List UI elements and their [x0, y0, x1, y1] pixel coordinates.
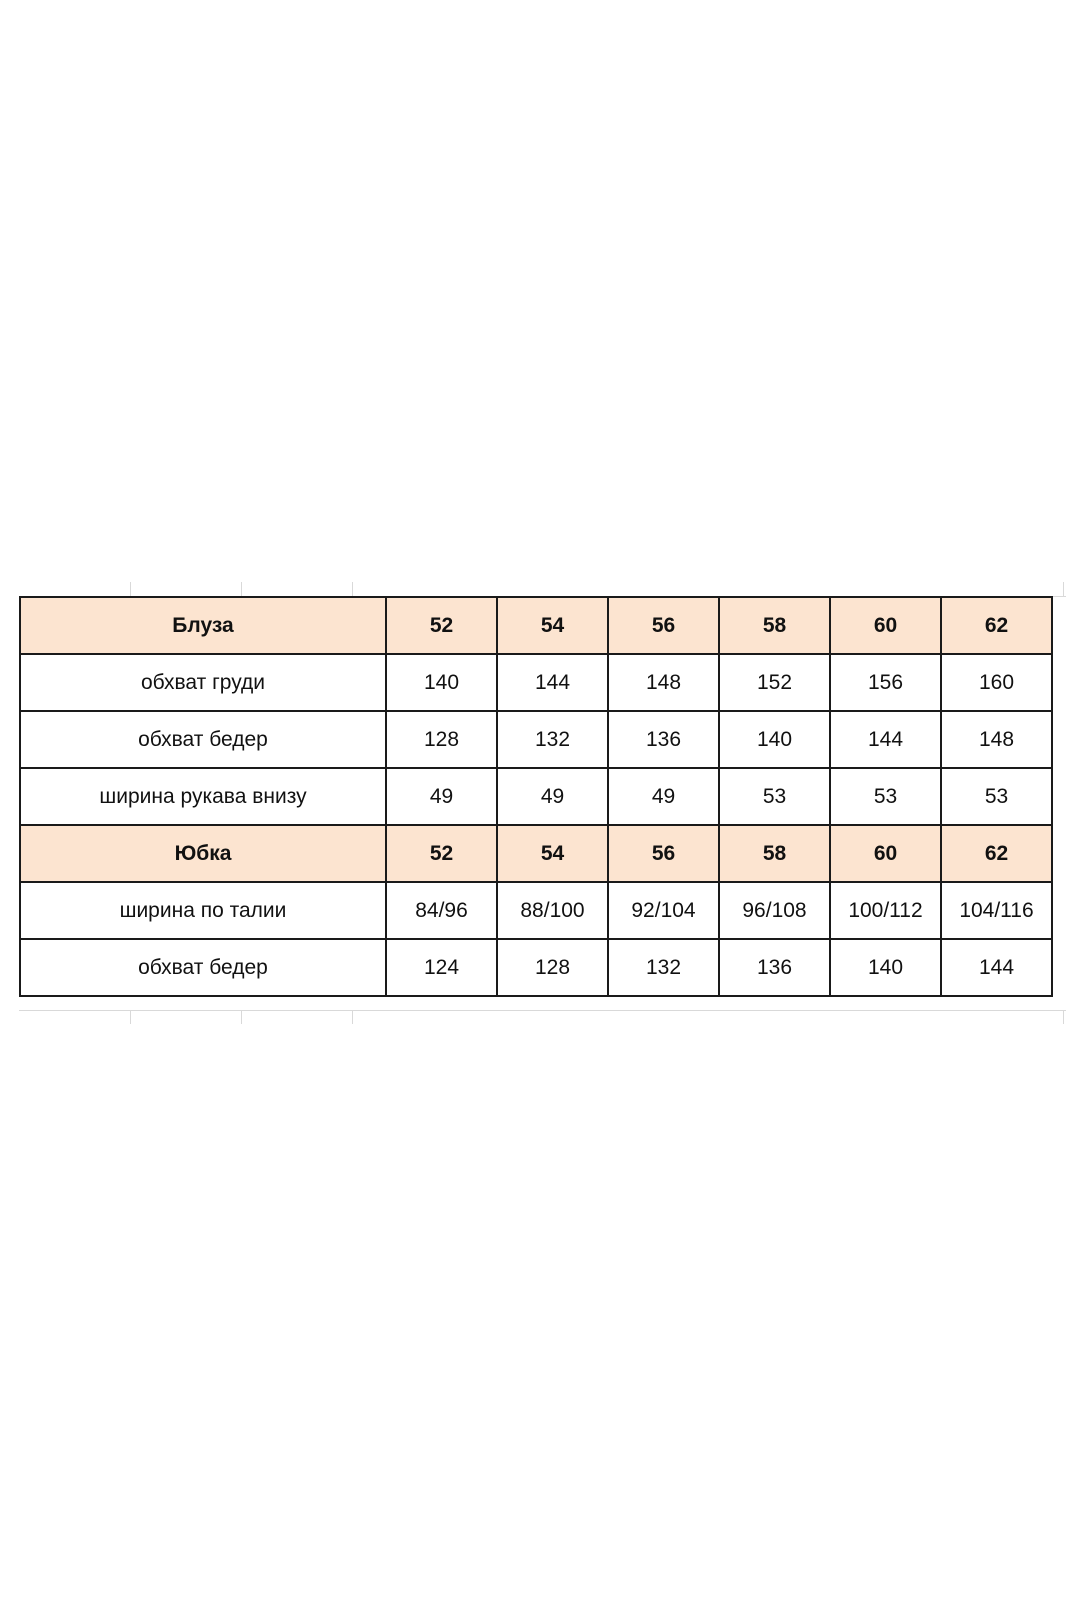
sheet-gridline [1063, 582, 1064, 596]
measurement-value: 49 [608, 768, 719, 825]
size-header-cell: 56 [608, 825, 719, 882]
measurement-value: 128 [497, 939, 608, 996]
sheet-gridline [19, 1010, 1066, 1011]
table-row [20, 882, 1052, 939]
size-header-cell: 62 [941, 597, 1052, 654]
sheet-gridline [352, 582, 353, 596]
measurement-value: 96/108 [719, 882, 830, 939]
measurement-value: 53 [719, 768, 830, 825]
measurement-label: ширина по талии [20, 882, 386, 939]
measurement-value: 136 [608, 711, 719, 768]
measurement-value: 140 [719, 711, 830, 768]
measurement-value: 53 [941, 768, 1052, 825]
measurement-value: 152 [719, 654, 830, 711]
size-chart-table [19, 596, 1053, 997]
sheet-gridline [241, 582, 242, 596]
measurement-value: 53 [830, 768, 941, 825]
measurement-value: 156 [830, 654, 941, 711]
measurement-value: 160 [941, 654, 1052, 711]
measurement-value: 104/116 [941, 882, 1052, 939]
skirt-header-row [20, 825, 1052, 882]
measurement-value: 132 [608, 939, 719, 996]
measurement-label: обхват бедер [20, 939, 386, 996]
table-row [20, 654, 1052, 711]
sheet-gridline [130, 582, 131, 596]
measurement-value: 49 [497, 768, 608, 825]
measurement-value: 144 [497, 654, 608, 711]
sheet-gridline [241, 1010, 242, 1024]
size-header-cell: 54 [497, 825, 608, 882]
size-header-cell: 56 [608, 597, 719, 654]
measurement-value: 124 [386, 939, 497, 996]
size-header-cell: 58 [719, 825, 830, 882]
size-header-cell: 58 [719, 597, 830, 654]
measurement-value: 49 [386, 768, 497, 825]
measurement-value: 148 [941, 711, 1052, 768]
measurement-value: 144 [830, 711, 941, 768]
measurement-value: 100/112 [830, 882, 941, 939]
size-header-cell: 52 [386, 825, 497, 882]
measurement-value: 140 [830, 939, 941, 996]
measurement-value: 84/96 [386, 882, 497, 939]
sheet-gridline [1063, 1010, 1064, 1024]
measurement-label: обхват груди [20, 654, 386, 711]
table-row [20, 939, 1052, 996]
size-header-cell: 60 [830, 825, 941, 882]
measurement-label: ширина рукава внизу [20, 768, 386, 825]
measurement-label: обхват бедер [20, 711, 386, 768]
sheet-gridline [352, 1010, 353, 1024]
size-header-cell: 52 [386, 597, 497, 654]
size-header-cell: 54 [497, 597, 608, 654]
blouse-title: Блуза [20, 597, 386, 654]
measurement-value: 148 [608, 654, 719, 711]
blouse-header-row [20, 597, 1052, 654]
measurement-value: 92/104 [608, 882, 719, 939]
measurement-value: 136 [719, 939, 830, 996]
table-row [20, 711, 1052, 768]
measurement-value: 144 [941, 939, 1052, 996]
measurement-value: 132 [497, 711, 608, 768]
measurement-value: 88/100 [497, 882, 608, 939]
sheet-gridline [130, 1010, 131, 1024]
size-header-cell: 62 [941, 825, 1052, 882]
measurement-value: 128 [386, 711, 497, 768]
skirt-title: Юбка [20, 825, 386, 882]
table-row [20, 768, 1052, 825]
measurement-value: 140 [386, 654, 497, 711]
size-header-cell: 60 [830, 597, 941, 654]
